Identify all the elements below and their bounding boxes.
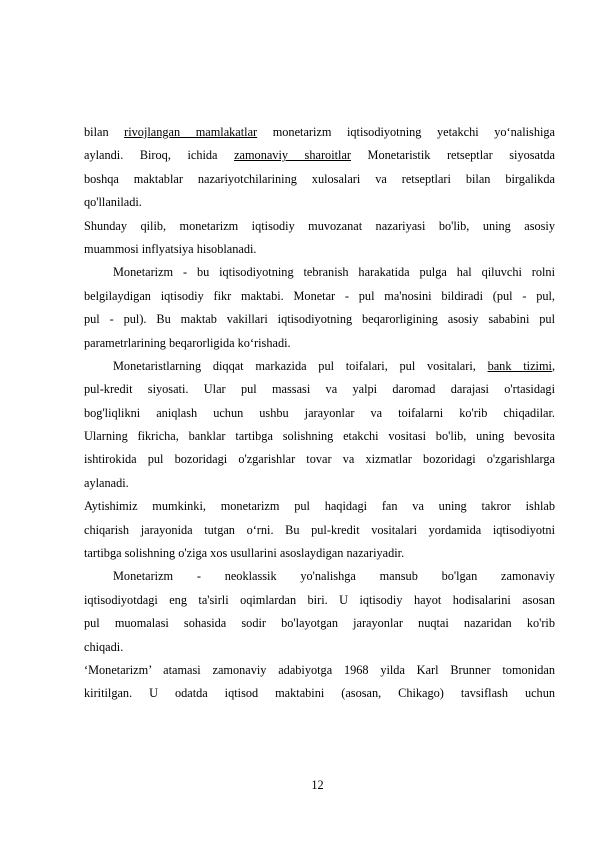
text-run: aylandi. Biroq, ichida [84, 148, 235, 163]
hyperlink[interactable]: zamonaviy sharoitlar [234, 148, 351, 163]
text-line [84, 238, 555, 261]
text-run: belgilaydigan iqtisodiy fikr maktabi. Monetar - pul ma'nosini bildiradi (pul - pul, [84, 288, 555, 303]
text-line [84, 378, 555, 401]
text-line [84, 144, 555, 167]
text-run: boshqa maktablar nazariyotchilarining xulosalari va retseptlari bilan birgalikda [84, 171, 555, 186]
text-run: Monetarizm - neoklassik yo'nalishga mansub bo'lgan zamonaviy [113, 569, 555, 584]
text-run: pul muomalasi sohasida sodir bo'layotgan jarayonlar nuqtai nazaridan ko'rib [84, 616, 555, 631]
text-line [84, 565, 555, 588]
text-line [84, 448, 555, 471]
text-line [84, 542, 555, 565]
text-run: iqtisodiyotdagi eng ta'sirli oqimlardan biri. U iqtisodiy hayot hodisalarini asosan [84, 592, 555, 607]
text-run: bilan [84, 125, 125, 139]
hyperlink[interactable]: bank tizimi [487, 358, 552, 373]
text-line [84, 682, 555, 705]
text-line [84, 612, 555, 635]
text-line [84, 121, 555, 144]
text-run: Monetaristik retseptlar siyosatda [351, 148, 555, 163]
text-run: parametrlarining beqarorligida ko‘rishadi. [84, 335, 291, 350]
text-run: qo'llaniladi. [84, 195, 142, 210]
body-text [84, 121, 555, 706]
text-line [84, 589, 555, 612]
text-line [84, 425, 555, 448]
text-run: chiqarish jarayonida tutgan o‘rni. Bu pul-kredit vositalari yordamida iqtisodiyotni [84, 522, 555, 537]
text-run: Ularning fikricha, banklar tartibga solishning etakchi vositasi bo'lib, uning bevosita [84, 429, 555, 444]
text-run: kiritilgan. U odatda iqtisod maktabini (asosan, Chikago) tavsiflash uchun [84, 686, 555, 701]
text-run: Monetaristlarning diqqat markazida pul toifalari, pul vositalari, [113, 358, 488, 373]
text-run: pul-kredit siyosati. Ular pul massasi va yalpi daromad darajasi o'rtasidagi [84, 382, 555, 397]
text-run: pul - pul). Bu maktab vakillari iqtisodiyotning beqarorligining asosiy sababini pul [84, 312, 555, 327]
hyperlink[interactable]: rivojlangan mamlakatlar [124, 125, 258, 139]
text-line [84, 285, 555, 308]
text-line [84, 659, 555, 682]
text-line [84, 519, 555, 542]
text-line [84, 402, 555, 425]
text-run: muammosi inflyatsiya hisoblanadi. [84, 241, 257, 256]
text-run: monetarizm iqtisodiyotning yetakchi yo‘nalishiga [257, 125, 555, 139]
text-run: ishtirokida pul bozoridagi o'zgarishlar tovar va xizmatlar bozoridagi o'zgarishlarga [84, 452, 555, 467]
text-line [84, 495, 555, 518]
text-run: , [551, 358, 555, 373]
text-run: ‘Monetarizm’ atamasi zamonaviy adabiyotga 1968 yilda Karl Brunner tomonidan [84, 662, 555, 677]
text-run: tartibga solishning o'ziga xos usullarini asoslaydigan nazariyadir. [84, 546, 405, 561]
text-run: chiqadi. [84, 639, 124, 654]
text-line [84, 261, 555, 284]
text-run: Shunday qilib, monetarizm iqtisodiy muvozanat nazariyasi bo'lib, uning asosiy [84, 218, 555, 233]
text-run: Monetarizm - bu iqtisodiyotning tebranish harakatida pulga hal qiluvchi rolni [113, 265, 555, 280]
text-line [84, 472, 555, 495]
page-number: 12 [311, 778, 324, 792]
text-line [84, 308, 555, 331]
text-line [84, 355, 555, 378]
text-run: bog'liqlikni aniqlash uchun ushbu jarayonlar va toifalarni ko'rib chiqadilar. [84, 405, 555, 420]
text-line [84, 215, 555, 238]
text-line [84, 636, 555, 659]
text-line [84, 191, 555, 214]
text-run: Aytishimiz mumkinki, monetarizm pul haqidagi fan va uning takror ishlab [84, 499, 555, 514]
text-line [84, 168, 555, 191]
text-run: aylanadi. [84, 475, 129, 490]
text-line [84, 332, 555, 355]
